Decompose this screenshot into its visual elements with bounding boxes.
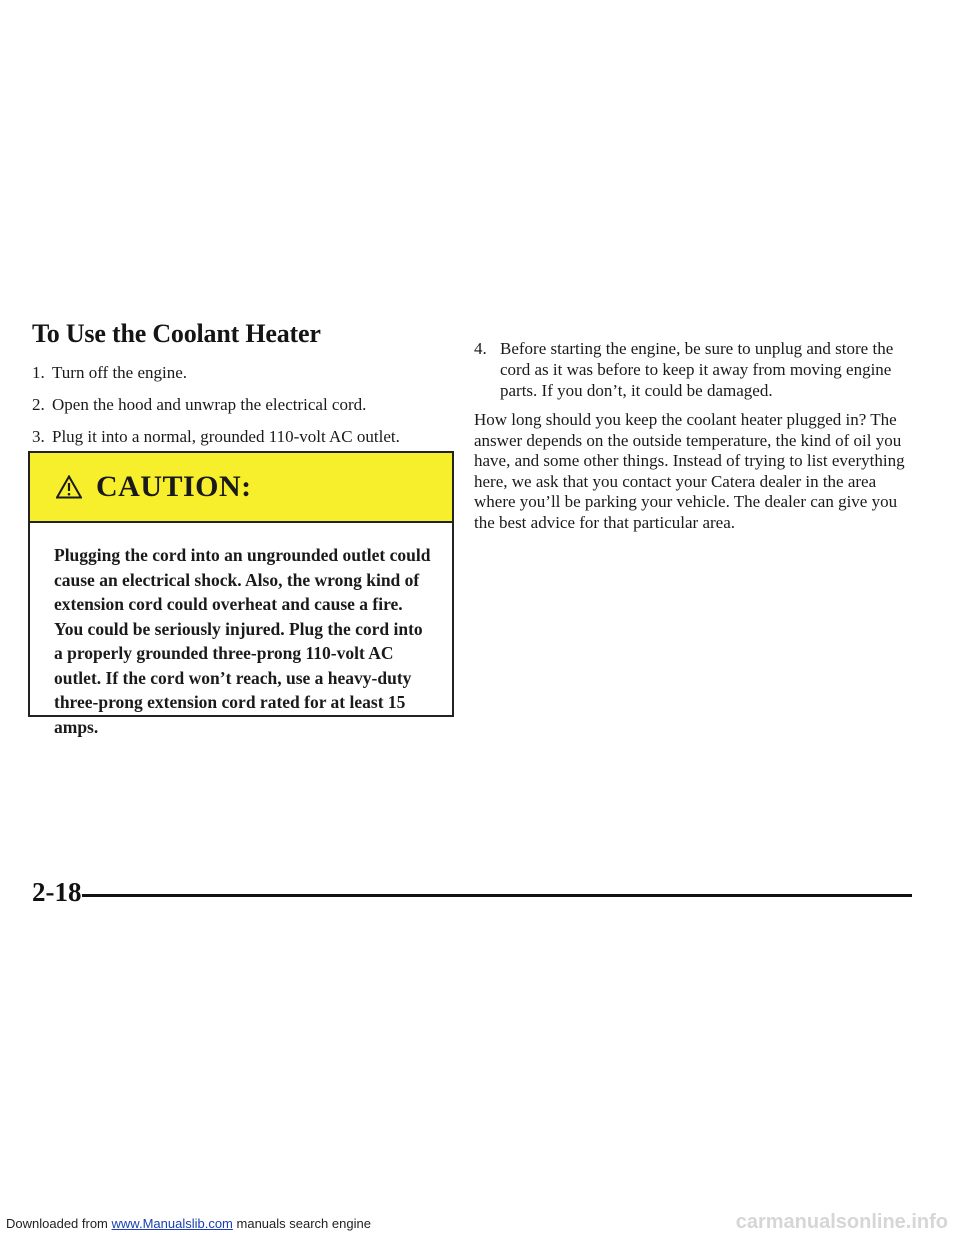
step-item — [32, 362, 462, 384]
step-number: 1. — [32, 363, 45, 382]
section-heading: To Use the Coolant Heater — [32, 319, 321, 348]
caution-text: Plugging the cord into an ungrounded outlet could cause an electrical shock. Also, the wrong kind of extension cord could overheat and cause a fire. You could be seriously injured. Plug the cord into a properly grounded three-prong 110-volt AC outlet. If the cord won’t reach, use a heavy-duty three-prong extension cord rated for at least 15 amps. — [54, 545, 431, 737]
step-text: Turn off the engine. — [52, 363, 188, 382]
caution-box — [28, 451, 454, 737]
watermark: carmanualsonline.info — [735, 1211, 948, 1233]
download-suffix: manuals search engine — [236, 1216, 371, 1231]
manualslib-link[interactable]: www.Manualslib.com — [111, 1216, 233, 1231]
download-notice — [6, 1216, 371, 1231]
warning-triangle-icon — [56, 475, 82, 499]
step-text: Plug it into a normal, grounded 110-volt AC outlet. — [52, 427, 400, 446]
footer-rule — [82, 894, 912, 897]
step-text: Before starting the engine, be sure to unplug and store the cord as it was before to keep it away from moving engine parts. If you don’t, it could be damaged. — [500, 339, 894, 400]
page-number: 2-18 — [32, 877, 82, 907]
left-column — [32, 318, 462, 458]
caution-header — [30, 453, 452, 523]
step-text: Open the hood and unwrap the electrical cord. — [52, 395, 367, 414]
step-number: 4. — [474, 339, 487, 358]
caution-title: CAUTION: — [96, 470, 252, 503]
step-item — [32, 426, 462, 448]
step-item — [474, 338, 914, 401]
body-paragraph: How long should you keep the coolant heater plugged in? The answer depends on the outside temperature, the kind of oil you have, and some other things. Instead of trying to list everything here, we ask that you contact your Catera dealer in the area where you’ll be parking your vehicle. The dealer can give you the best advice for that particular area. — [474, 410, 905, 532]
right-column — [474, 338, 914, 533]
steps-list — [32, 362, 462, 448]
step-number: 2. — [32, 395, 45, 414]
download-prefix: Downloaded from — [6, 1216, 108, 1231]
step-item — [32, 394, 462, 416]
step-number: 3. — [32, 427, 45, 446]
